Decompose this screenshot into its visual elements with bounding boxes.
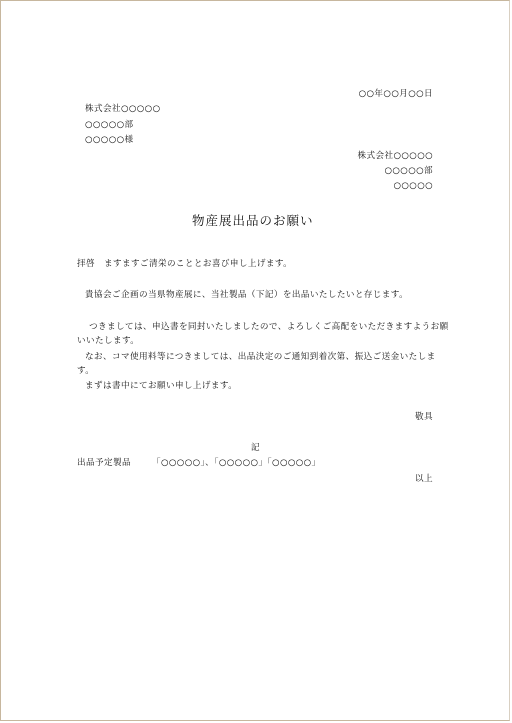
body-paragraph-4: まずは書中にてお願い申し上げます。: [85, 381, 238, 391]
body-paragraph-2: つきましては、申込書を同封いたしましたので、よろしくご高配をいただきますようお願いいたします。: [77, 322, 449, 346]
ijou-text: 以上: [415, 474, 433, 484]
sender-department: ○○○○○部: [384, 166, 433, 176]
body-paragraph-1: 貴協会ご企画の当県物産展に、当社製品（下記）を出品いたしたいと存じます。: [85, 290, 409, 300]
item-label: 出品予定製品: [77, 458, 131, 468]
letter-date: ○○年○○月○○日: [358, 89, 433, 99]
recipient-name: ○○○○○様: [85, 135, 134, 145]
ki-heading: 記: [251, 443, 260, 453]
sender-company: 株式会社○○○○○: [357, 151, 433, 161]
recipient-department: ○○○○○部: [85, 120, 134, 130]
body-paragraph-3: なお、コマ使用料等につきましては、出品決定のご通知到着次第、振込ご送金いたします。: [77, 352, 436, 376]
letter-title: 物産展出品のお願い: [192, 213, 314, 228]
greeting-line: 拝啓 ますますご清栄のこととお喜び申し上げます。: [77, 259, 293, 269]
item-value: 「○○○○○」、「○○○○○」「○○○○○」: [152, 458, 321, 468]
recipient-company: 株式会社○○○○○: [85, 104, 161, 114]
sender-name: ○○○○○: [393, 181, 433, 191]
closing-keigu: 敬具: [415, 412, 433, 422]
